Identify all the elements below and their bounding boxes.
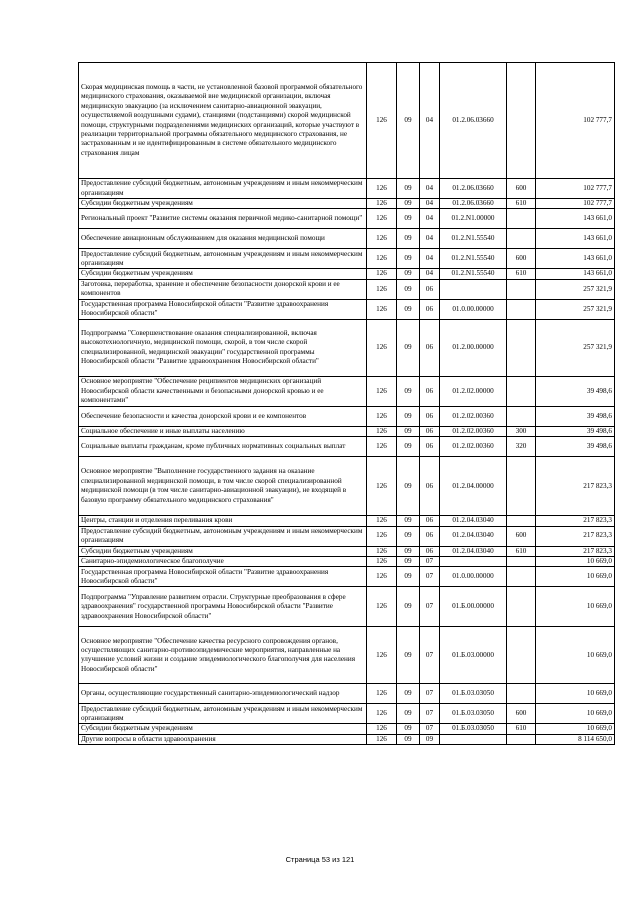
row-name: Государственная программа Новосибирской области "Развитие здравоохранения Новосибирской области" xyxy=(79,567,367,587)
row-name: Обеспечение безопасности и качества донорской крови и ее компонентов xyxy=(79,406,367,426)
cell-expense-type xyxy=(507,406,536,426)
cell-expense-type: 610 xyxy=(507,724,536,734)
row-name: Другие вопросы в области здравоохранения xyxy=(79,734,367,744)
cell-amount: 143 661,0 xyxy=(536,209,615,229)
table-row xyxy=(79,209,615,229)
cell-amount: 10 669,0 xyxy=(536,557,615,567)
cell-amount: 39 498,6 xyxy=(536,376,615,406)
cell-grbs: 126 xyxy=(367,546,397,556)
cell-subsection: 09 xyxy=(420,734,440,744)
cell-grbs: 126 xyxy=(367,557,397,567)
cell-expense-type xyxy=(507,734,536,744)
row-name: Социальное обеспечение и иные выплаты населению xyxy=(79,426,367,436)
cell-grbs: 126 xyxy=(367,269,397,279)
cell-amount: 10 669,0 xyxy=(536,587,615,627)
cell-amount: 217 823,3 xyxy=(536,526,615,546)
cell-subsection: 07 xyxy=(420,567,440,587)
row-name: Центры, станции и отделения переливания крови xyxy=(79,516,367,526)
table-row xyxy=(79,567,615,587)
cell-expense-type xyxy=(507,319,536,376)
row-name: Обеспечение авиационным обслуживанием для оказания медицинской помощи xyxy=(79,229,367,249)
table-row xyxy=(79,684,615,704)
row-name: Предоставление субсидий бюджетным, автономным учреждениям и иным некоммерческим организациям xyxy=(79,179,367,199)
cell-subsection: 06 xyxy=(420,406,440,426)
table-row xyxy=(79,299,615,319)
cell-expense-type: 320 xyxy=(507,437,536,457)
table-row xyxy=(79,179,615,199)
table-row xyxy=(79,199,615,209)
cell-target-article: 01.2.02.00360 xyxy=(440,406,507,426)
row-name: Государственная программа Новосибирской области "Развитие здравоохранения Новосибирской области" xyxy=(79,299,367,319)
cell-amount: 143 661,0 xyxy=(536,229,615,249)
cell-expense-type: 600 xyxy=(507,249,536,269)
cell-amount: 217 823,3 xyxy=(536,546,615,556)
row-name: Субсидии бюджетным учреждениям xyxy=(79,724,367,734)
cell-amount: 39 498,6 xyxy=(536,426,615,436)
cell-expense-type: 610 xyxy=(507,269,536,279)
cell-grbs: 126 xyxy=(367,457,397,516)
cell-subsection: 04 xyxy=(420,199,440,209)
cell-amount: 102 777,7 xyxy=(536,179,615,199)
cell-target-article: 01.0.00.00000 xyxy=(440,567,507,587)
row-name: Предоставление субсидий бюджетным, автономным учреждениям и иным некоммерческим организациям xyxy=(79,526,367,546)
cell-subsection: 07 xyxy=(420,557,440,567)
cell-subsection: 07 xyxy=(420,724,440,734)
cell-target-article: 01.2.N1.55540 xyxy=(440,269,507,279)
cell-subsection: 04 xyxy=(420,229,440,249)
table-row xyxy=(79,406,615,426)
cell-target-article: 01.Б.03.03050 xyxy=(440,684,507,704)
cell-amount: 8 114 650,0 xyxy=(536,734,615,744)
table-row xyxy=(79,457,615,516)
cell-amount: 10 669,0 xyxy=(536,724,615,734)
cell-target-article: 01.2.04.00000 xyxy=(440,457,507,516)
cell-subsection: 04 xyxy=(420,63,440,179)
table-row xyxy=(79,426,615,436)
cell-expense-type xyxy=(507,376,536,406)
cell-grbs: 126 xyxy=(367,627,397,684)
row-name: Подпрограмма "Совершенствование оказания специализированной, включая высокотехнологичную, медицинской помощи, скорой, в том числе скорой специализированной, медицинской эвакуации" государственной программы Новосибирской области "Развитие здравоохранения Новосибирской области" xyxy=(79,319,367,376)
cell-subsection: 06 xyxy=(420,457,440,516)
cell-subsection: 04 xyxy=(420,269,440,279)
cell-amount: 257 321,9 xyxy=(536,279,615,299)
row-name: Социальные выплаты гражданам, кроме публичных нормативных социальных выплат xyxy=(79,437,367,457)
cell-amount: 217 823,3 xyxy=(536,457,615,516)
row-name: Субсидии бюджетным учреждениям xyxy=(79,269,367,279)
cell-subsection: 07 xyxy=(420,684,440,704)
cell-amount: 102 777,7 xyxy=(536,63,615,179)
cell-grbs: 126 xyxy=(367,684,397,704)
cell-expense-type: 600 xyxy=(507,179,536,199)
cell-section: 09 xyxy=(397,724,420,734)
cell-amount: 143 661,0 xyxy=(536,269,615,279)
cell-grbs: 126 xyxy=(367,426,397,436)
row-name: Субсидии бюджетным учреждениям xyxy=(79,199,367,209)
table-row xyxy=(79,557,615,567)
cell-expense-type xyxy=(507,279,536,299)
cell-target-article: 01.Б.03.03050 xyxy=(440,704,507,724)
cell-section: 09 xyxy=(397,684,420,704)
cell-expense-type xyxy=(507,516,536,526)
cell-section: 09 xyxy=(397,546,420,556)
cell-expense-type xyxy=(507,457,536,516)
row-name: Скорая медицинская помощь в части, не установленной базовой программой обязательного медицинского страхования, оказываемой вне медицинской организации, включая медицинскую эвакуацию (за исключением санитарно-авиационной эвакуации, осуществляемой воздушными судами), станциями (подстанциями) скорой медицинской помощи, структурными подразделениями медицинских организаций, которые участвуют в реализации территориальной программы обязательного медицинского страхования, не застрахованным и не идентифицированным в системе обязательного медицинского страхования лицам xyxy=(79,63,367,179)
table-row xyxy=(79,63,615,179)
cell-grbs: 126 xyxy=(367,179,397,199)
cell-amount: 102 777,7 xyxy=(536,199,615,209)
row-name: Основное мероприятие "Обеспечение реципиентов медицинских организаций Новосибирской области качественными и безопасными донорской кровью и ее компонентами" xyxy=(79,376,367,406)
cell-grbs: 126 xyxy=(367,516,397,526)
cell-target-article: 01.2.N1.00000 xyxy=(440,209,507,229)
cell-section: 09 xyxy=(397,376,420,406)
cell-expense-type xyxy=(507,567,536,587)
cell-grbs: 126 xyxy=(367,299,397,319)
cell-target-article: 01.2.04.03040 xyxy=(440,516,507,526)
table-row xyxy=(79,376,615,406)
table-row xyxy=(79,546,615,556)
table-row xyxy=(79,279,615,299)
cell-grbs: 126 xyxy=(367,376,397,406)
cell-target-article: 01.2.04.03040 xyxy=(440,546,507,556)
table-row xyxy=(79,516,615,526)
cell-target-article: 01.2.04.03040 xyxy=(440,526,507,546)
cell-subsection: 04 xyxy=(420,249,440,269)
cell-target-article: 01.2.02.00000 xyxy=(440,376,507,406)
cell-target-article xyxy=(440,557,507,567)
cell-section: 09 xyxy=(397,567,420,587)
cell-target-article: 01.Б.03.00000 xyxy=(440,627,507,684)
cell-section: 09 xyxy=(397,299,420,319)
cell-amount: 143 661,0 xyxy=(536,249,615,269)
cell-section: 09 xyxy=(397,734,420,744)
cell-section: 09 xyxy=(397,249,420,269)
table-row xyxy=(79,704,615,724)
cell-amount: 10 669,0 xyxy=(536,684,615,704)
cell-section: 09 xyxy=(397,704,420,724)
cell-grbs: 126 xyxy=(367,734,397,744)
row-name: Предоставление субсидий бюджетным, автономным учреждениям и иным некоммерческим организациям xyxy=(79,704,367,724)
cell-target-article: 01.2.02.00360 xyxy=(440,426,507,436)
table-row xyxy=(79,229,615,249)
cell-subsection: 06 xyxy=(420,437,440,457)
cell-amount: 39 498,6 xyxy=(536,437,615,457)
cell-expense-type: 610 xyxy=(507,546,536,556)
cell-expense-type xyxy=(507,299,536,319)
cell-expense-type xyxy=(507,557,536,567)
cell-section: 09 xyxy=(397,557,420,567)
cell-subsection: 06 xyxy=(420,319,440,376)
cell-expense-type: 600 xyxy=(507,704,536,724)
cell-expense-type xyxy=(507,63,536,179)
row-name: Основное мероприятие "Обеспечение качества ресурсного сопровождения органов, осуществляющих санитарно-противоэпидемические мероприятия, направленные на улучшение условий жизни и создание эпидемиологического благополучия для населения Новосибирской области" xyxy=(79,627,367,684)
cell-section: 09 xyxy=(397,179,420,199)
cell-subsection: 06 xyxy=(420,546,440,556)
cell-grbs: 126 xyxy=(367,437,397,457)
cell-amount: 10 669,0 xyxy=(536,704,615,724)
cell-section: 09 xyxy=(397,269,420,279)
cell-grbs: 126 xyxy=(367,199,397,209)
cell-subsection: 06 xyxy=(420,279,440,299)
cell-grbs: 126 xyxy=(367,209,397,229)
table-row xyxy=(79,269,615,279)
cell-expense-type xyxy=(507,229,536,249)
table-row xyxy=(79,724,615,734)
row-name: Региональный проект "Развитие системы оказания первичной медико-санитарной помощи" xyxy=(79,209,367,229)
cell-section: 09 xyxy=(397,229,420,249)
row-name: Основное мероприятие "Выполнение государственного задания на оказание специализированной медицинской помощи, в том числе скорой специализированной медицинской помощи (в том числе санитарно-авиационной эвакуации), не входящей в базовую программу обязательного медицинского страхования" xyxy=(79,457,367,516)
cell-target-article: 01.2.06.03660 xyxy=(440,63,507,179)
cell-target-article: 01.2.00.00000 xyxy=(440,319,507,376)
table-row xyxy=(79,526,615,546)
cell-section: 09 xyxy=(397,587,420,627)
cell-expense-type xyxy=(507,587,536,627)
cell-section: 09 xyxy=(397,526,420,546)
cell-target-article xyxy=(440,734,507,744)
cell-subsection: 07 xyxy=(420,627,440,684)
cell-grbs: 126 xyxy=(367,567,397,587)
cell-target-article: 01.2.N1.55540 xyxy=(440,249,507,269)
cell-grbs: 126 xyxy=(367,279,397,299)
cell-expense-type: 300 xyxy=(507,426,536,436)
cell-grbs: 126 xyxy=(367,704,397,724)
cell-subsection: 06 xyxy=(420,426,440,436)
cell-subsection: 06 xyxy=(420,376,440,406)
row-name: Подпрограмма "Управление развитием отрасли. Структурные преобразования в сфере здравоохранения" государственной программы Новосибирской области "Развитие здравоохранения Новосибирской области" xyxy=(79,587,367,627)
cell-expense-type xyxy=(507,684,536,704)
table-row xyxy=(79,734,615,744)
cell-amount: 10 669,0 xyxy=(536,627,615,684)
cell-grbs: 126 xyxy=(367,526,397,546)
row-name: Субсидии бюджетным учреждениям xyxy=(79,546,367,556)
cell-grbs: 126 xyxy=(367,249,397,269)
cell-target-article xyxy=(440,279,507,299)
cell-expense-type: 610 xyxy=(507,199,536,209)
cell-target-article: 01.Б.00.00000 xyxy=(440,587,507,627)
table-body xyxy=(79,63,615,745)
cell-amount: 39 498,6 xyxy=(536,406,615,426)
page-number: Страница 53 из 121 xyxy=(285,855,355,864)
cell-section: 09 xyxy=(397,516,420,526)
cell-target-article: 01.2.06.03660 xyxy=(440,199,507,209)
cell-subsection: 06 xyxy=(420,299,440,319)
cell-subsection: 04 xyxy=(420,209,440,229)
cell-amount: 257 321,9 xyxy=(536,319,615,376)
cell-target-article: 01.Б.03.03050 xyxy=(440,724,507,734)
cell-target-article: 01.0.00.00000 xyxy=(440,299,507,319)
cell-target-article: 01.2.02.00360 xyxy=(440,437,507,457)
cell-amount: 257 321,9 xyxy=(536,299,615,319)
cell-grbs: 126 xyxy=(367,724,397,734)
cell-grbs: 126 xyxy=(367,319,397,376)
cell-section: 09 xyxy=(397,406,420,426)
cell-section: 09 xyxy=(397,627,420,684)
cell-section: 09 xyxy=(397,437,420,457)
cell-section: 09 xyxy=(397,279,420,299)
cell-amount: 217 823,3 xyxy=(536,516,615,526)
cell-subsection: 06 xyxy=(420,526,440,546)
table-row xyxy=(79,627,615,684)
cell-section: 09 xyxy=(397,199,420,209)
cell-section: 09 xyxy=(397,63,420,179)
cell-subsection: 07 xyxy=(420,587,440,627)
cell-grbs: 126 xyxy=(367,229,397,249)
row-name: Заготовка, переработка, хранение и обеспечение безопасности донорской крови и ее компонентов xyxy=(79,279,367,299)
cell-grbs: 126 xyxy=(367,406,397,426)
cell-section: 09 xyxy=(397,319,420,376)
cell-subsection: 07 xyxy=(420,704,440,724)
cell-subsection: 04 xyxy=(420,179,440,199)
cell-section: 09 xyxy=(397,457,420,516)
table-row xyxy=(79,319,615,376)
cell-expense-type xyxy=(507,209,536,229)
row-name: Органы, осуществляющие государственный санитарно-эпидемиологический надзор xyxy=(79,684,367,704)
row-name: Предоставление субсидий бюджетным, автономным учреждениям и иным некоммерческим организациям xyxy=(79,249,367,269)
cell-section: 09 xyxy=(397,426,420,436)
cell-expense-type xyxy=(507,627,536,684)
cell-subsection: 06 xyxy=(420,516,440,526)
row-name: Санитарно-эпидемиологическое благополучие xyxy=(79,557,367,567)
cell-grbs: 126 xyxy=(367,63,397,179)
table-row xyxy=(79,587,615,627)
cell-amount: 10 669,0 xyxy=(536,567,615,587)
cell-grbs: 126 xyxy=(367,587,397,627)
cell-section: 09 xyxy=(397,209,420,229)
cell-target-article: 01.2.06.03660 xyxy=(440,179,507,199)
budget-table xyxy=(78,62,615,745)
table-row xyxy=(79,437,615,457)
cell-expense-type: 600 xyxy=(507,526,536,546)
cell-target-article: 01.2.N1.55540 xyxy=(440,229,507,249)
table-row xyxy=(79,249,615,269)
